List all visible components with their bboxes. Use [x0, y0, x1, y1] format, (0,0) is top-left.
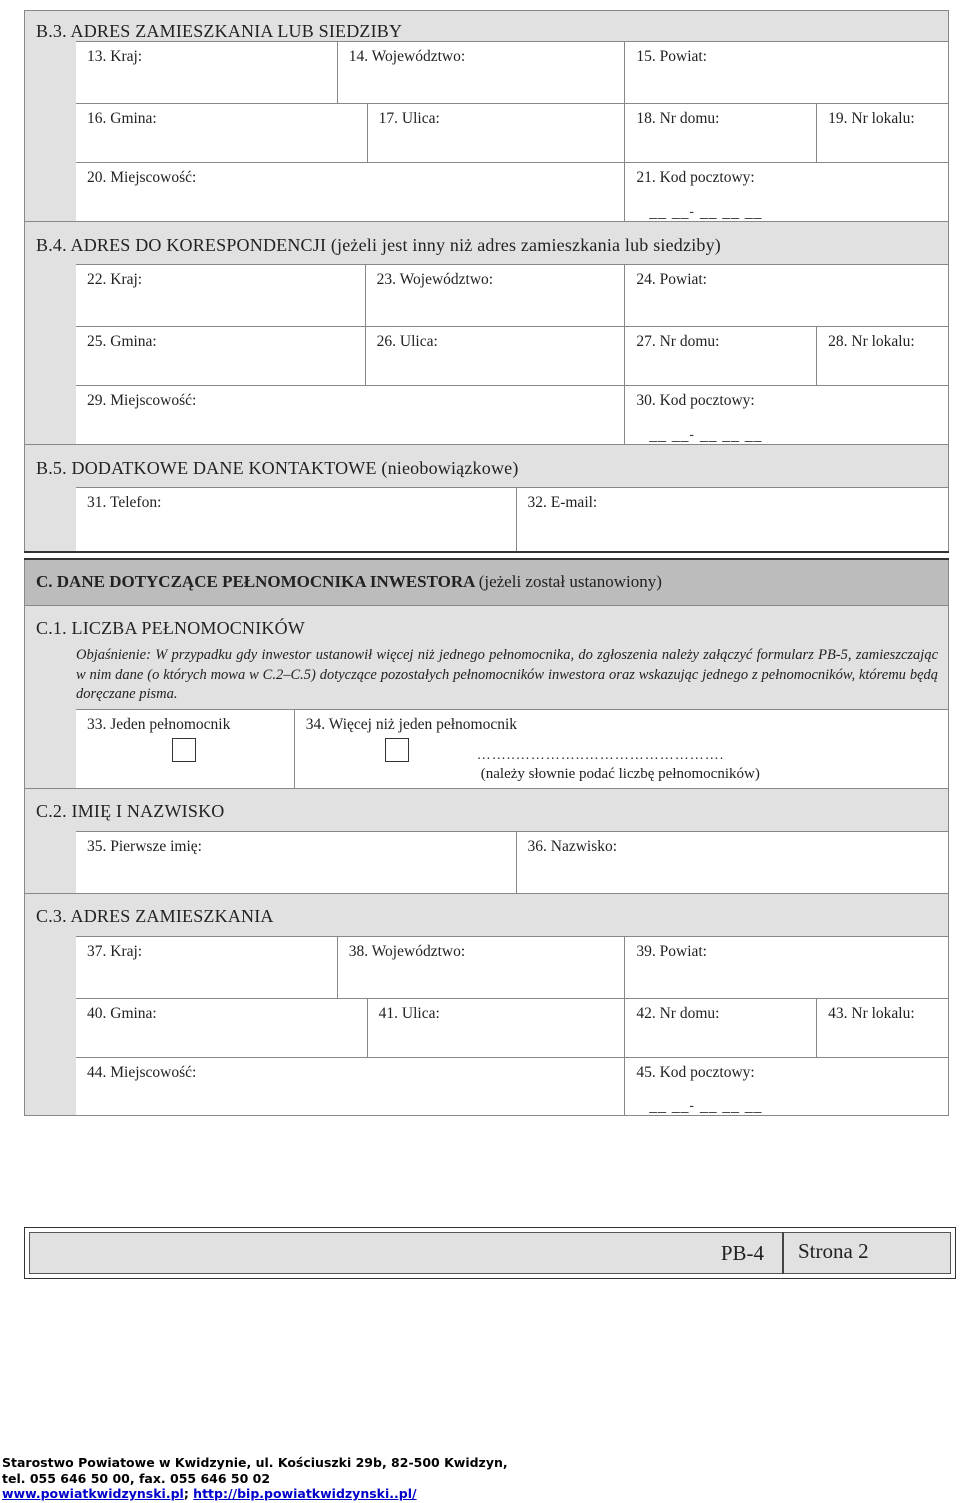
section-divider [24, 551, 949, 560]
field-21-kod-pocztowy[interactable]: 21. Kod pocztowy: __ __- __ __ __ [624, 163, 948, 221]
section-b3-title: B.3. ADRES ZAMIESZKANIA LUB SIEDZIBY [36, 21, 403, 41]
checkbox-multiple-proxies[interactable] [385, 738, 409, 762]
field-36-nazwisko[interactable]: 36. Nazwisko: [516, 832, 949, 893]
section-b3 [24, 10, 949, 221]
field-16-gmina[interactable]: 16. Gmina: [87, 110, 157, 127]
field-32-email[interactable]: 32. E-mail: [516, 488, 949, 551]
field-23-wojewodztwo[interactable]: 23. Województwo: [365, 265, 625, 326]
field-17-ulica[interactable]: 17. Ulica: [367, 104, 625, 162]
postal-code-template: __ __- __ __ __ [649, 426, 763, 442]
field-19-nr-lokalu[interactable]: 19. Nr lokalu: [816, 104, 948, 162]
section-b5-title: B.5. DODATKOWE DANE KONTAKTOWE (nieobowiązkowe) [36, 458, 519, 478]
field-14-wojewodztwo[interactable]: 14. Województwo: [337, 42, 625, 103]
page-footer-box [24, 1227, 956, 1279]
section-b5 [24, 444, 949, 551]
field-20-miejscowosc[interactable]: 20. Miejscowość: [87, 169, 197, 186]
postal-code-template: __ __- __ __ __ [649, 1096, 763, 1113]
c1-explanation-note: Objaśnienie: W przypadku gdy inwestor ustanowił więcej niż jednego pełnomocnika, do zgłoszenia należy załączyć formularz PB-5, zamieszczając w nim dane (o których mowa w C.2–C.5) dotyczące pozostałych pełnomocników inwestora oraz wskazując jednego z pełnomocników, któremu będą doręczane pisma. [76, 647, 938, 702]
field-38-wojewodztwo[interactable]: 38. Województwo: [337, 937, 625, 998]
office-links [2, 1486, 508, 1502]
field-24-powiat[interactable]: 24. Powiat: [624, 265, 948, 326]
section-b4 [24, 221, 949, 444]
field-35-pierwsze-imie[interactable]: 35. Pierwsze imię: [87, 837, 202, 855]
field-13-kraj[interactable]: 13. Kraj: [87, 48, 143, 65]
section-c2-title: C.2. IMIĘ I NAZWISKO [36, 800, 225, 821]
section-c3-title: C.3. ADRES ZAMIESZKANIA [36, 905, 274, 926]
page-number: Strona 2 [782, 1232, 950, 1274]
office-address [2, 1455, 508, 1502]
field-39-powiat[interactable]: 39. Powiat: [624, 937, 948, 998]
page-footer-inner [29, 1232, 951, 1274]
field-44-miejscowosc[interactable]: 44. Miejscowość: [87, 1063, 197, 1081]
section-c1-title: C.1. LICZBA PEŁNOMOCNIKÓW [36, 618, 305, 638]
field-15-powiat[interactable]: 15. Powiat: [624, 42, 948, 103]
field-28-nr-lokalu[interactable]: 28. Nr lokalu: [816, 327, 948, 385]
proxy-count-input[interactable]: ……..…………..………………………. [476, 747, 725, 763]
field-25-gmina[interactable]: 25. Gmina: [87, 333, 157, 350]
website-link[interactable]: www.powiatkwidzynski.pl [2, 1486, 184, 1501]
office-address-line2: tel. 055 646 50 00, fax. 055 646 50 02 [2, 1470, 271, 1486]
field-45-kod-pocztowy[interactable]: 45. Kod pocztowy: __ __- __ __ __ [624, 1058, 948, 1115]
field-40-gmina[interactable]: 40. Gmina: [87, 1004, 157, 1022]
checkbox-one-proxy[interactable] [172, 738, 196, 762]
field-29-miejscowosc[interactable]: 29. Miejscowość: [87, 392, 197, 409]
links-separator: ; [183, 1486, 194, 1501]
field-37-kraj[interactable]: 37. Kraj: [87, 942, 143, 960]
bip-link[interactable]: http://bip.powiatkwidzynski..pl/ [193, 1486, 417, 1501]
field-43-nr-lokalu[interactable]: 43. Nr lokalu: [816, 999, 948, 1057]
field-41-ulica[interactable]: 41. Ulica: [367, 999, 625, 1057]
field-30-kod-pocztowy[interactable]: 30. Kod pocztowy: __ __- __ __ __ [624, 386, 948, 444]
proxy-count-hint: (należy słownie podać liczbę pełnomocników) [480, 765, 760, 782]
section-b4-title: B.4. ADRES DO KORESPONDENCJI (jeżeli jest inny niż adres zamieszkania lub siedziby) [36, 235, 721, 255]
field-22-kraj[interactable]: 22. Kraj: [87, 271, 143, 288]
postal-code-template: __ __- __ __ __ [649, 203, 763, 219]
section-c2 [24, 788, 949, 893]
field-26-ulica[interactable]: 26. Ulica: [365, 327, 625, 385]
form-page [24, 10, 949, 1128]
field-34-wiecej-pelnomocnikow: 34. Więcej niż jeden pełnomocnik ……..…………..………………………. (należy słownie podać liczbę pełnomocników) [294, 710, 948, 788]
field-27-nr-domu[interactable]: 27. Nr domu: [624, 327, 816, 385]
field-18-nr-domu[interactable]: 18. Nr domu: [624, 104, 816, 162]
field-31-telefon[interactable]: 31. Telefon: [87, 494, 162, 511]
section-c1 [24, 606, 949, 788]
form-code: PB-4 [720, 1241, 764, 1265]
field-33-jeden-pelnomocnik: 33. Jeden pełnomocnik [76, 710, 294, 788]
section-c3 [24, 893, 949, 1116]
field-42-nr-domu[interactable]: 42. Nr domu: [624, 999, 816, 1057]
section-c-title: C. DANE DOTYCZĄCE PEŁNOMOCNIKA INWESTORA (jeżeli został ustanowiony) [24, 560, 949, 606]
office-address-line1: Starostwo Powiatowe w Kwidzynie, ul. Kościuszki 29b, 82-500 Kwidzyn, [2, 1455, 508, 1470]
